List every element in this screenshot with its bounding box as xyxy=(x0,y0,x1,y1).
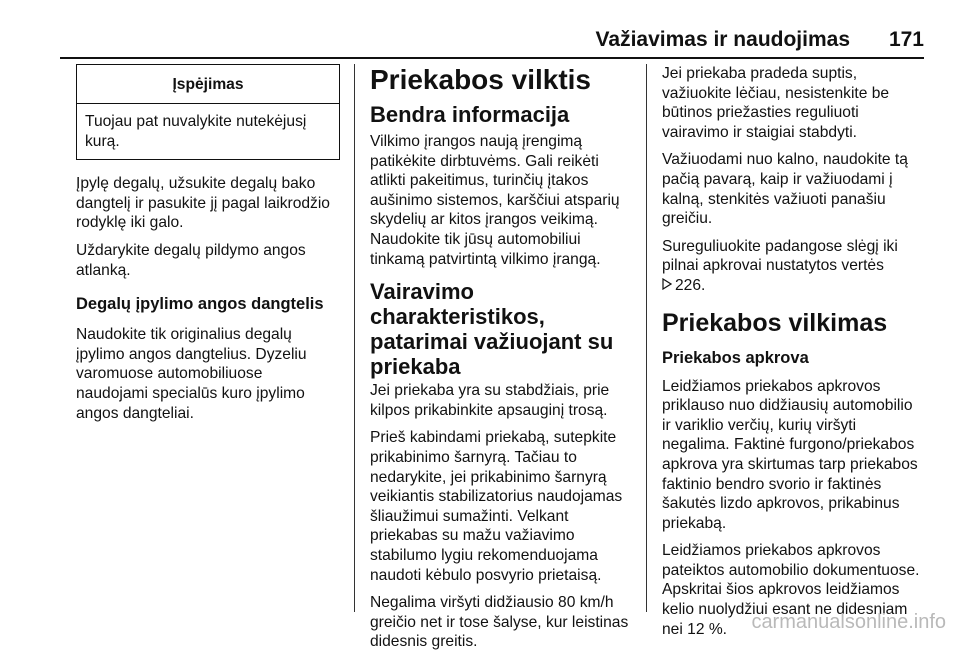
section-heading: Degalų įpylimo angos dangtelis xyxy=(76,295,324,314)
column-1 xyxy=(76,64,340,431)
paragraph: Prieš kabindami priekabą, sutepkite prikabinimo šarnyrą. Tačiau to nedarykite, jei prikabinimo šarnyrą veikiantis stabilizatorius naudojamas šliaužimui sumažinti. Velkant priekabas su mažu važiavimo stabilumo lygiu rekomenduojama naudoti kėbulo posvyrio prietaisą. xyxy=(370,429,623,584)
subsection-heading: Priekabos apkrova xyxy=(662,348,809,367)
paragraph: Vilkimo įrangos naują įrengimą patikėkite dirbtuvėms. Gali reikėti atlikti pakeitimus, turinčių įtakos aušinimo sistemos, karščiui atsparių skydelių ar kitos įrangos veikimą. Naudokite tik jūsų automobiliui tinkamą patvirtintą vilkimo įrangą. xyxy=(370,133,620,268)
header-divider xyxy=(60,57,924,59)
arrow-ref-icon xyxy=(662,276,672,296)
paragraph: Naudokite tik originalius degalų įpylimo angos dangtelius. Dyzeliu varomuose automobiliuose naudojami specialūs kuro įpylimo angos dangteliai. xyxy=(76,326,307,422)
paragraph: Važiuodami nuo kalno, naudokite tą pačią pavarą, kaip ir važiuodami į kalną, stenkitės važiuoti panašiu greičiu. xyxy=(662,151,908,228)
page-reference-link[interactable]: 226. xyxy=(675,276,706,294)
chapter-title: Priekabos vilktis xyxy=(370,64,592,95)
paragraph: Įpylę degalų, užsukite degalų bako dangtelį ir pasukite jį pagal laikrodžio rodyklę iki galo. xyxy=(76,175,330,232)
column-2 xyxy=(370,64,636,660)
paragraph-with-reference xyxy=(662,237,930,296)
paragraph: Jei priekaba pradeda suptis, važiuokite lėčiau, nesistenkite be būtinos priežasties reguliuoti vairavimo ir staigiai stabdyti. xyxy=(662,65,890,141)
warning-title: Įspėjimas xyxy=(77,65,339,104)
column-3 xyxy=(662,64,930,647)
paragraph: Negalima viršyti didžiausio 80 km/h greičio net ir tose šalyse, kur leistinas didesnis greitis. xyxy=(370,594,629,651)
page-header xyxy=(60,12,924,60)
column-divider-1 xyxy=(354,64,355,612)
column-divider-2 xyxy=(646,64,647,612)
warning-box xyxy=(76,64,340,160)
section-heading: Bendra informacija xyxy=(370,102,570,127)
page-header-title: Važiavimas ir naudojimas xyxy=(595,28,850,51)
section-title: Priekabos vilkimas xyxy=(662,308,888,337)
paragraph: Uždarykite degalų pildymo angos atlanką. xyxy=(76,241,306,279)
watermark: carmanualsonline.info xyxy=(751,611,946,633)
paragraph-text: Sureguliuokite padangose slėgį iki pilnai apkrovai nustatytos vertės xyxy=(662,237,898,275)
warning-text: Tuojau pat nuvalykite nutekėjusį kurą. xyxy=(85,113,307,150)
page-number: 171 xyxy=(888,28,924,51)
paragraph: Leidžiamos priekabos apkrovos priklauso nuo didžiausių automobilio ir variklio verčių, kurių viršyti negalima. Faktinė furgono/priekabos apkrova yra skirtumas tarp priekabos faktinio bendro svorio ir faktinės šakutės lizdo apkrovos, prikabinus priekabą. xyxy=(662,377,918,532)
paragraph: Jei priekaba yra su stabdžiais, prie kilpos prikabinkite apsauginį trosą. xyxy=(370,382,610,419)
paragraph: Leidžiamos priekabos apkrovos pateiktos automobilio dokumentuose. Apskritai šios apkrovos leidžiamos kelio nuolydžiui esant ne didesniam nei 12 %. xyxy=(662,542,920,638)
section-heading: Vairavimo charakteristikos, patarimai važiuojant su priekaba xyxy=(370,279,614,380)
